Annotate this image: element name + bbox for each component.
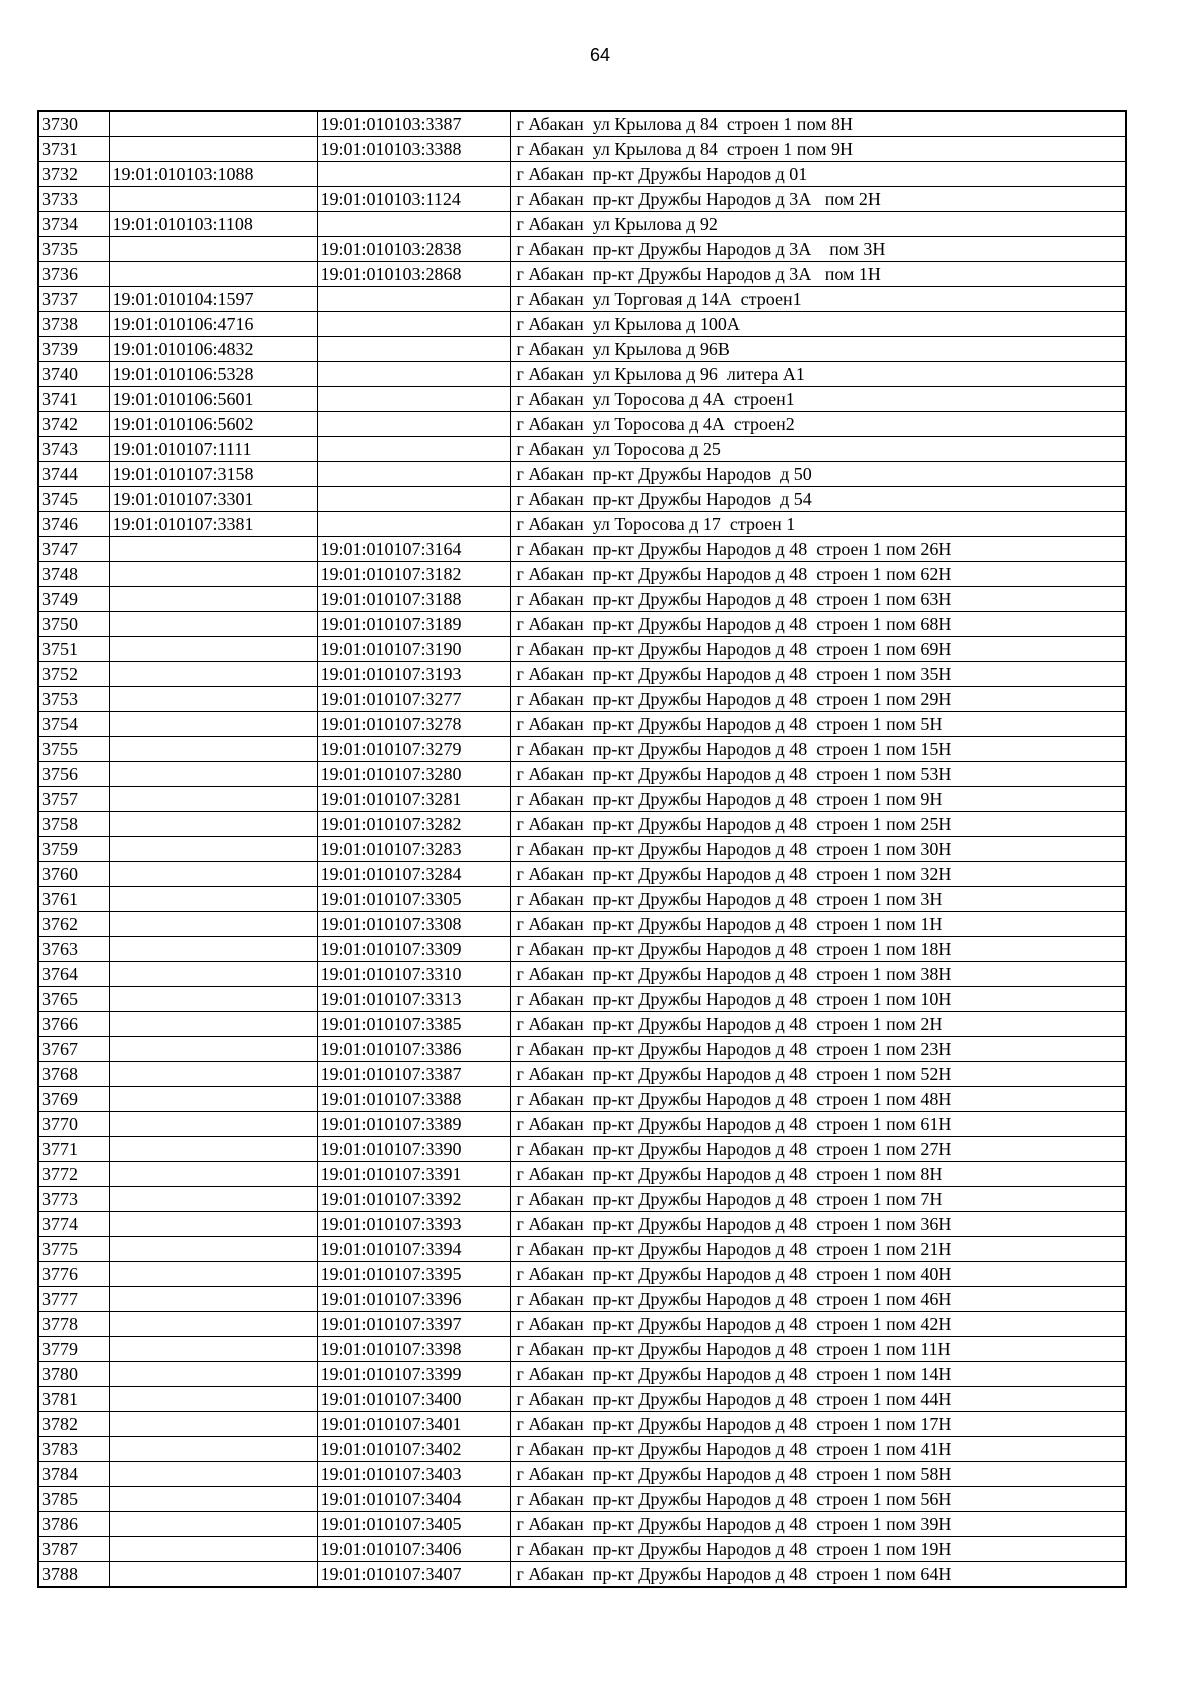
row-number-cell: 3785	[38, 1487, 109, 1512]
building-cadastral-cell: 19:01:010107:3313	[317, 987, 510, 1012]
land-plot-cadastral-cell	[109, 1437, 317, 1462]
row-number-cell: 3748	[38, 562, 109, 587]
building-cadastral-cell: 19:01:010107:3386	[317, 1037, 510, 1062]
table-row	[38, 1037, 1126, 1062]
address-cell: г Абакан ул Крылова д 100А	[510, 312, 1126, 337]
address-cell: г Абакан пр-кт Дружбы Народов д 48 строен 1 пом 25Н	[510, 812, 1126, 837]
land-plot-cadastral-cell	[109, 1337, 317, 1362]
table-row	[38, 237, 1126, 262]
building-cadastral-cell	[317, 462, 510, 487]
row-number-cell: 3736	[38, 262, 109, 287]
address-cell: г Абакан ул Крылова д 92	[510, 212, 1126, 237]
row-number-cell: 3774	[38, 1212, 109, 1237]
table-row	[38, 1012, 1126, 1037]
table-row	[38, 412, 1126, 437]
row-number-cell: 3740	[38, 362, 109, 387]
building-cadastral-cell	[317, 362, 510, 387]
row-number-cell: 3747	[38, 537, 109, 562]
building-cadastral-cell: 19:01:010103:1124	[317, 187, 510, 212]
building-cadastral-cell: 19:01:010107:3190	[317, 637, 510, 662]
table-row	[38, 1412, 1126, 1437]
building-cadastral-cell: 19:01:010107:3395	[317, 1262, 510, 1287]
row-number-cell: 3733	[38, 187, 109, 212]
land-plot-cadastral-cell: 19:01:010106:5601	[109, 387, 317, 412]
building-cadastral-cell	[317, 162, 510, 187]
address-cell: г Абакан пр-кт Дружбы Народов д 3А пом 2Н	[510, 187, 1126, 212]
building-cadastral-cell	[317, 512, 510, 537]
row-number-cell: 3755	[38, 737, 109, 762]
address-cell: г Абакан пр-кт Дружбы Народов д 48 строен 1 пом 35Н	[510, 662, 1126, 687]
building-cadastral-cell: 19:01:010107:3277	[317, 687, 510, 712]
building-cadastral-cell	[317, 212, 510, 237]
table-row	[38, 137, 1126, 162]
address-cell: г Абакан пр-кт Дружбы Народов д 48 строен 1 пом 53Н	[510, 762, 1126, 787]
address-cell: г Абакан пр-кт Дружбы Народов д 48 строен 1 пом 38Н	[510, 962, 1126, 987]
table-row	[38, 1512, 1126, 1537]
table-row	[38, 1237, 1126, 1262]
row-number-cell: 3735	[38, 237, 109, 262]
address-cell: г Абакан пр-кт Дружбы Народов д 48 строен 1 пом 29Н	[510, 687, 1126, 712]
row-number-cell: 3738	[38, 312, 109, 337]
table-row	[38, 1437, 1126, 1462]
address-cell: г Абакан пр-кт Дружбы Народов д 48 строен 1 пом 44Н	[510, 1387, 1126, 1412]
building-cadastral-cell	[317, 337, 510, 362]
building-cadastral-cell: 19:01:010103:2838	[317, 237, 510, 262]
row-number-cell: 3775	[38, 1237, 109, 1262]
row-number-cell: 3767	[38, 1037, 109, 1062]
land-plot-cadastral-cell: 19:01:010107:1111	[109, 437, 317, 462]
row-number-cell: 3754	[38, 712, 109, 737]
building-cadastral-cell: 19:01:010107:3399	[317, 1362, 510, 1387]
address-cell: г Абакан ул Крылова д 96В	[510, 337, 1126, 362]
building-cadastral-cell: 19:01:010103:2868	[317, 262, 510, 287]
land-plot-cadastral-cell	[109, 937, 317, 962]
table-row	[38, 537, 1126, 562]
address-cell: г Абакан пр-кт Дружбы Народов д 54	[510, 487, 1126, 512]
row-number-cell: 3776	[38, 1262, 109, 1287]
address-cell: г Абакан пр-кт Дружбы Народов д 48 строен 1 пом 8Н	[510, 1162, 1126, 1187]
row-number-cell: 3745	[38, 487, 109, 512]
table-row	[38, 437, 1126, 462]
row-number-cell: 3787	[38, 1537, 109, 1562]
building-cadastral-cell: 19:01:010107:3388	[317, 1087, 510, 1112]
row-number-cell: 3779	[38, 1337, 109, 1362]
table-row	[38, 1362, 1126, 1387]
building-cadastral-cell: 19:01:010107:3282	[317, 812, 510, 837]
address-cell: г Абакан пр-кт Дружбы Народов д 48 строен 1 пом 69Н	[510, 637, 1126, 662]
table-row	[38, 687, 1126, 712]
address-cell: г Абакан пр-кт Дружбы Народов д 48 строен 1 пом 2Н	[510, 1012, 1126, 1037]
land-plot-cadastral-cell	[109, 987, 317, 1012]
building-cadastral-cell: 19:01:010107:3406	[317, 1537, 510, 1562]
row-number-cell: 3741	[38, 387, 109, 412]
building-cadastral-cell: 19:01:010107:3310	[317, 962, 510, 987]
table-row	[38, 962, 1126, 987]
building-cadastral-cell: 19:01:010107:3387	[317, 1062, 510, 1087]
row-number-cell: 3730	[38, 111, 109, 137]
land-plot-cadastral-cell	[109, 1187, 317, 1212]
address-cell: г Абакан пр-кт Дружбы Народов д 3А пом 1Н	[510, 262, 1126, 287]
row-number-cell: 3746	[38, 512, 109, 537]
table-row	[38, 362, 1126, 387]
address-cell: г Абакан пр-кт Дружбы Народов д 48 строен 1 пом 46Н	[510, 1287, 1126, 1312]
row-number-cell: 3772	[38, 1162, 109, 1187]
land-plot-cadastral-cell	[109, 1312, 317, 1337]
row-number-cell: 3761	[38, 887, 109, 912]
row-number-cell: 3743	[38, 437, 109, 462]
table-row	[38, 1212, 1126, 1237]
table-row	[38, 337, 1126, 362]
land-plot-cadastral-cell	[109, 1562, 317, 1588]
land-plot-cadastral-cell	[109, 1237, 317, 1262]
building-cadastral-cell	[317, 287, 510, 312]
address-cell: г Абакан пр-кт Дружбы Народов д 48 строен 1 пом 26Н	[510, 537, 1126, 562]
land-plot-cadastral-cell	[109, 962, 317, 987]
table-row	[38, 1287, 1126, 1312]
address-cell: г Абакан ул Крылова д 84 строен 1 пом 8Н	[510, 111, 1126, 137]
land-plot-cadastral-cell	[109, 912, 317, 937]
table-row	[38, 887, 1126, 912]
address-cell: г Абакан пр-кт Дружбы Народов д 48 строен 1 пом 36Н	[510, 1212, 1126, 1237]
address-cell: г Абакан пр-кт Дружбы Народов д 48 строен 1 пом 52Н	[510, 1062, 1126, 1087]
land-plot-cadastral-cell	[109, 1362, 317, 1387]
building-cadastral-cell	[317, 387, 510, 412]
address-cell: г Абакан пр-кт Дружбы Народов д 3А пом 3Н	[510, 237, 1126, 262]
address-cell: г Абакан пр-кт Дружбы Народов д 48 строен 1 пом 15Н	[510, 737, 1126, 762]
row-number-cell: 3783	[38, 1437, 109, 1462]
row-number-cell: 3786	[38, 1512, 109, 1537]
building-cadastral-cell	[317, 487, 510, 512]
land-plot-cadastral-cell	[109, 812, 317, 837]
address-cell: г Абакан пр-кт Дружбы Народов д 48 строен 1 пом 32Н	[510, 862, 1126, 887]
building-cadastral-cell: 19:01:010107:3278	[317, 712, 510, 737]
table-row	[38, 312, 1126, 337]
row-number-cell: 3788	[38, 1562, 109, 1588]
building-cadastral-cell: 19:01:010107:3398	[317, 1337, 510, 1362]
table-row	[38, 912, 1126, 937]
row-number-cell: 3782	[38, 1412, 109, 1437]
row-number-cell: 3778	[38, 1312, 109, 1337]
table-row	[38, 111, 1126, 137]
address-cell: г Абакан пр-кт Дружбы Народов д 48 строен 1 пом 5Н	[510, 712, 1126, 737]
address-cell: г Абакан пр-кт Дружбы Народов д 48 строен 1 пом 9Н	[510, 787, 1126, 812]
address-cell: г Абакан пр-кт Дружбы Народов д 48 строен 1 пом 17Н	[510, 1412, 1126, 1437]
building-cadastral-cell: 19:01:010107:3397	[317, 1312, 510, 1337]
table-row	[38, 737, 1126, 762]
table-row	[38, 1537, 1126, 1562]
land-plot-cadastral-cell: 19:01:010107:3158	[109, 462, 317, 487]
table-row	[38, 862, 1126, 887]
table-row	[38, 212, 1126, 237]
address-cell: г Абакан пр-кт Дружбы Народов д 48 строен 1 пом 3Н	[510, 887, 1126, 912]
row-number-cell: 3770	[38, 1112, 109, 1137]
table-row	[38, 787, 1126, 812]
table-row	[38, 1087, 1126, 1112]
address-cell: г Абакан пр-кт Дружбы Народов д 48 строен 1 пом 11Н	[510, 1337, 1126, 1362]
address-cell: г Абакан пр-кт Дружбы Народов д 48 строен 1 пом 58Н	[510, 1462, 1126, 1487]
building-cadastral-cell: 19:01:010107:3403	[317, 1462, 510, 1487]
address-cell: г Абакан пр-кт Дружбы Народов д 48 строен 1 пом 19Н	[510, 1537, 1126, 1562]
building-cadastral-cell: 19:01:010107:3193	[317, 662, 510, 687]
land-plot-cadastral-cell	[109, 637, 317, 662]
address-cell: г Абакан ул Торосова д 4А строен1	[510, 387, 1126, 412]
land-plot-cadastral-cell	[109, 762, 317, 787]
table-row	[38, 287, 1126, 312]
address-cell: г Абакан пр-кт Дружбы Народов д 48 строен 1 пом 10Н	[510, 987, 1126, 1012]
table-row	[38, 712, 1126, 737]
address-cell: г Абакан ул Крылова д 84 строен 1 пом 9Н	[510, 137, 1126, 162]
address-cell: г Абакан пр-кт Дружбы Народов д 48 строен 1 пом 68Н	[510, 612, 1126, 637]
row-number-cell: 3731	[38, 137, 109, 162]
table-row	[38, 487, 1126, 512]
address-cell: г Абакан пр-кт Дружбы Народов д 50	[510, 462, 1126, 487]
row-number-cell: 3763	[38, 937, 109, 962]
land-plot-cadastral-cell: 19:01:010103:1108	[109, 212, 317, 237]
table-row	[38, 1187, 1126, 1212]
row-number-cell: 3734	[38, 212, 109, 237]
row-number-cell: 3752	[38, 662, 109, 687]
table-row	[38, 637, 1126, 662]
row-number-cell: 3742	[38, 412, 109, 437]
address-cell: г Абакан ул Крылова д 96 литера А1	[510, 362, 1126, 387]
address-cell: г Абакан ул Торосова д 25	[510, 437, 1126, 462]
table-row	[38, 387, 1126, 412]
row-number-cell: 3773	[38, 1187, 109, 1212]
land-plot-cadastral-cell	[109, 1512, 317, 1537]
land-plot-cadastral-cell	[109, 237, 317, 262]
row-number-cell: 3759	[38, 837, 109, 862]
building-cadastral-cell: 19:01:010107:3392	[317, 1187, 510, 1212]
land-plot-cadastral-cell	[109, 887, 317, 912]
land-plot-cadastral-cell	[109, 712, 317, 737]
table-row	[38, 1262, 1126, 1287]
row-number-cell: 3762	[38, 912, 109, 937]
row-number-cell: 3765	[38, 987, 109, 1012]
land-plot-cadastral-cell: 19:01:010103:1088	[109, 162, 317, 187]
row-number-cell: 3737	[38, 287, 109, 312]
address-cell: г Абакан пр-кт Дружбы Народов д 48 строен 1 пом 63Н	[510, 587, 1126, 612]
address-cell: г Абакан пр-кт Дружбы Народов д 48 строен 1 пом 64Н	[510, 1562, 1126, 1588]
table-row	[38, 562, 1126, 587]
page-number: 64	[589, 45, 611, 65]
address-cell: г Абакан пр-кт Дружбы Народов д 48 строен 1 пом 23Н	[510, 1037, 1126, 1062]
land-plot-cadastral-cell	[109, 537, 317, 562]
table-row	[38, 587, 1126, 612]
building-cadastral-cell: 19:01:010107:3405	[317, 1512, 510, 1537]
row-number-cell: 3771	[38, 1137, 109, 1162]
land-plot-cadastral-cell	[109, 837, 317, 862]
land-plot-cadastral-cell	[109, 1262, 317, 1287]
table-row	[38, 512, 1126, 537]
building-cadastral-cell: 19:01:010107:3189	[317, 612, 510, 637]
building-cadastral-cell: 19:01:010107:3308	[317, 912, 510, 937]
land-plot-cadastral-cell	[109, 111, 317, 137]
address-cell: г Абакан пр-кт Дружбы Народов д 48 строен 1 пом 39Н	[510, 1512, 1126, 1537]
address-cell: г Абакан ул Торосова д 17 строен 1	[510, 512, 1126, 537]
land-plot-cadastral-cell	[109, 1062, 317, 1087]
address-cell: г Абакан пр-кт Дружбы Народов д 48 строен 1 пом 27Н	[510, 1137, 1126, 1162]
row-number-cell: 3780	[38, 1362, 109, 1387]
land-plot-cadastral-cell	[109, 187, 317, 212]
row-number-cell: 3751	[38, 637, 109, 662]
row-number-cell: 3757	[38, 787, 109, 812]
land-plot-cadastral-cell: 19:01:010104:1597	[109, 287, 317, 312]
address-cell: г Абакан пр-кт Дружбы Народов д 48 строен 1 пом 21Н	[510, 1237, 1126, 1262]
land-plot-cadastral-cell	[109, 1087, 317, 1112]
address-cell: г Абакан пр-кт Дружбы Народов д 48 строен 1 пом 48Н	[510, 1087, 1126, 1112]
row-number-cell: 3760	[38, 862, 109, 887]
table-row	[38, 187, 1126, 212]
land-plot-cadastral-cell	[109, 1012, 317, 1037]
building-cadastral-cell: 19:01:010107:3393	[317, 1212, 510, 1237]
table-row	[38, 1487, 1126, 1512]
table-row	[38, 937, 1126, 962]
address-cell: г Абакан пр-кт Дружбы Народов д 48 строен 1 пом 41Н	[510, 1437, 1126, 1462]
land-plot-cadastral-cell	[109, 662, 317, 687]
table-row	[38, 1387, 1126, 1412]
land-plot-cadastral-cell	[109, 1162, 317, 1187]
address-cell: г Абакан ул Торосова д 4А строен2	[510, 412, 1126, 437]
address-cell: г Абакан пр-кт Дружбы Народов д 48 строен 1 пом 40Н	[510, 1262, 1126, 1287]
table-row	[38, 1062, 1126, 1087]
building-cadastral-cell: 19:01:010103:3388	[317, 137, 510, 162]
table-row	[38, 837, 1126, 862]
address-cell: г Абакан пр-кт Дружбы Народов д 48 строен 1 пом 62Н	[510, 562, 1126, 587]
land-plot-cadastral-cell	[109, 137, 317, 162]
building-cadastral-cell: 19:01:010107:3396	[317, 1287, 510, 1312]
land-plot-cadastral-cell	[109, 612, 317, 637]
table-row	[38, 1562, 1126, 1588]
land-plot-cadastral-cell	[109, 787, 317, 812]
building-cadastral-cell: 19:01:010107:3404	[317, 1487, 510, 1512]
building-cadastral-cell: 19:01:010107:3182	[317, 562, 510, 587]
table-row	[38, 262, 1126, 287]
address-cell: г Абакан пр-кт Дружбы Народов д 48 строен 1 пом 61Н	[510, 1112, 1126, 1137]
building-cadastral-cell: 19:01:010107:3164	[317, 537, 510, 562]
building-cadastral-cell: 19:01:010107:3188	[317, 587, 510, 612]
address-cell: г Абакан пр-кт Дружбы Народов д 48 строен 1 пом 56Н	[510, 1487, 1126, 1512]
land-plot-cadastral-cell	[109, 587, 317, 612]
building-cadastral-cell: 19:01:010107:3305	[317, 887, 510, 912]
land-plot-cadastral-cell: 19:01:010106:5602	[109, 412, 317, 437]
land-plot-cadastral-cell	[109, 1112, 317, 1137]
table-row	[38, 1162, 1126, 1187]
address-cell: г Абакан пр-кт Дружбы Народов д 48 строен 1 пом 42Н	[510, 1312, 1126, 1337]
building-cadastral-cell	[317, 312, 510, 337]
registry-table-body	[38, 111, 1126, 1587]
table-row	[38, 1337, 1126, 1362]
land-plot-cadastral-cell	[109, 1487, 317, 1512]
land-plot-cadastral-cell	[109, 1287, 317, 1312]
address-cell: г Абакан пр-кт Дружбы Народов д 01	[510, 162, 1126, 187]
land-plot-cadastral-cell	[109, 1537, 317, 1562]
building-cadastral-cell: 19:01:010107:3401	[317, 1412, 510, 1437]
row-number-cell: 3784	[38, 1462, 109, 1487]
land-plot-cadastral-cell	[109, 1137, 317, 1162]
registry-table	[37, 110, 1127, 1588]
table-row	[38, 987, 1126, 1012]
building-cadastral-cell: 19:01:010107:3391	[317, 1162, 510, 1187]
row-number-cell: 3749	[38, 587, 109, 612]
building-cadastral-cell: 19:01:010107:3281	[317, 787, 510, 812]
building-cadastral-cell: 19:01:010107:3402	[317, 1437, 510, 1462]
row-number-cell: 3753	[38, 687, 109, 712]
table-row	[38, 662, 1126, 687]
building-cadastral-cell: 19:01:010107:3400	[317, 1387, 510, 1412]
address-cell: г Абакан пр-кт Дружбы Народов д 48 строен 1 пом 1Н	[510, 912, 1126, 937]
land-plot-cadastral-cell	[109, 1037, 317, 1062]
table-row	[38, 1137, 1126, 1162]
table-row	[38, 162, 1126, 187]
building-cadastral-cell: 19:01:010103:3387	[317, 111, 510, 137]
building-cadastral-cell: 19:01:010107:3279	[317, 737, 510, 762]
land-plot-cadastral-cell	[109, 1462, 317, 1487]
table-row	[38, 612, 1126, 637]
row-number-cell: 3764	[38, 962, 109, 987]
building-cadastral-cell: 19:01:010107:3280	[317, 762, 510, 787]
land-plot-cadastral-cell: 19:01:010107:3381	[109, 512, 317, 537]
land-plot-cadastral-cell	[109, 1212, 317, 1237]
table-row	[38, 1312, 1126, 1337]
land-plot-cadastral-cell	[109, 262, 317, 287]
land-plot-cadastral-cell: 19:01:010106:4716	[109, 312, 317, 337]
row-number-cell: 3732	[38, 162, 109, 187]
address-cell: г Абакан пр-кт Дружбы Народов д 48 строен 1 пом 7Н	[510, 1187, 1126, 1212]
table-row	[38, 762, 1126, 787]
address-cell: г Абакан пр-кт Дружбы Народов д 48 строен 1 пом 14Н	[510, 1362, 1126, 1387]
land-plot-cadastral-cell	[109, 1412, 317, 1437]
row-number-cell: 3766	[38, 1012, 109, 1037]
building-cadastral-cell: 19:01:010107:3283	[317, 837, 510, 862]
table-row	[38, 1112, 1126, 1137]
row-number-cell: 3777	[38, 1287, 109, 1312]
building-cadastral-cell: 19:01:010107:3389	[317, 1112, 510, 1137]
row-number-cell: 3744	[38, 462, 109, 487]
land-plot-cadastral-cell	[109, 862, 317, 887]
row-number-cell: 3781	[38, 1387, 109, 1412]
building-cadastral-cell	[317, 437, 510, 462]
land-plot-cadastral-cell	[109, 737, 317, 762]
building-cadastral-cell: 19:01:010107:3394	[317, 1237, 510, 1262]
building-cadastral-cell: 19:01:010107:3309	[317, 937, 510, 962]
row-number-cell: 3758	[38, 812, 109, 837]
address-cell: г Абакан ул Торговая д 14А строен1	[510, 287, 1126, 312]
land-plot-cadastral-cell: 19:01:010106:4832	[109, 337, 317, 362]
row-number-cell: 3756	[38, 762, 109, 787]
row-number-cell: 3739	[38, 337, 109, 362]
table-row	[38, 1462, 1126, 1487]
land-plot-cadastral-cell: 19:01:010106:5328	[109, 362, 317, 387]
table-row	[38, 462, 1126, 487]
land-plot-cadastral-cell	[109, 562, 317, 587]
land-plot-cadastral-cell	[109, 1387, 317, 1412]
building-cadastral-cell: 19:01:010107:3385	[317, 1012, 510, 1037]
table-row	[38, 812, 1126, 837]
land-plot-cadastral-cell	[109, 687, 317, 712]
building-cadastral-cell: 19:01:010107:3284	[317, 862, 510, 887]
building-cadastral-cell: 19:01:010107:3390	[317, 1137, 510, 1162]
row-number-cell: 3768	[38, 1062, 109, 1087]
building-cadastral-cell	[317, 412, 510, 437]
land-plot-cadastral-cell: 19:01:010107:3301	[109, 487, 317, 512]
building-cadastral-cell: 19:01:010107:3407	[317, 1562, 510, 1588]
row-number-cell: 3769	[38, 1087, 109, 1112]
address-cell: г Абакан пр-кт Дружбы Народов д 48 строен 1 пом 30Н	[510, 837, 1126, 862]
row-number-cell: 3750	[38, 612, 109, 637]
address-cell: г Абакан пр-кт Дружбы Народов д 48 строен 1 пом 18Н	[510, 937, 1126, 962]
